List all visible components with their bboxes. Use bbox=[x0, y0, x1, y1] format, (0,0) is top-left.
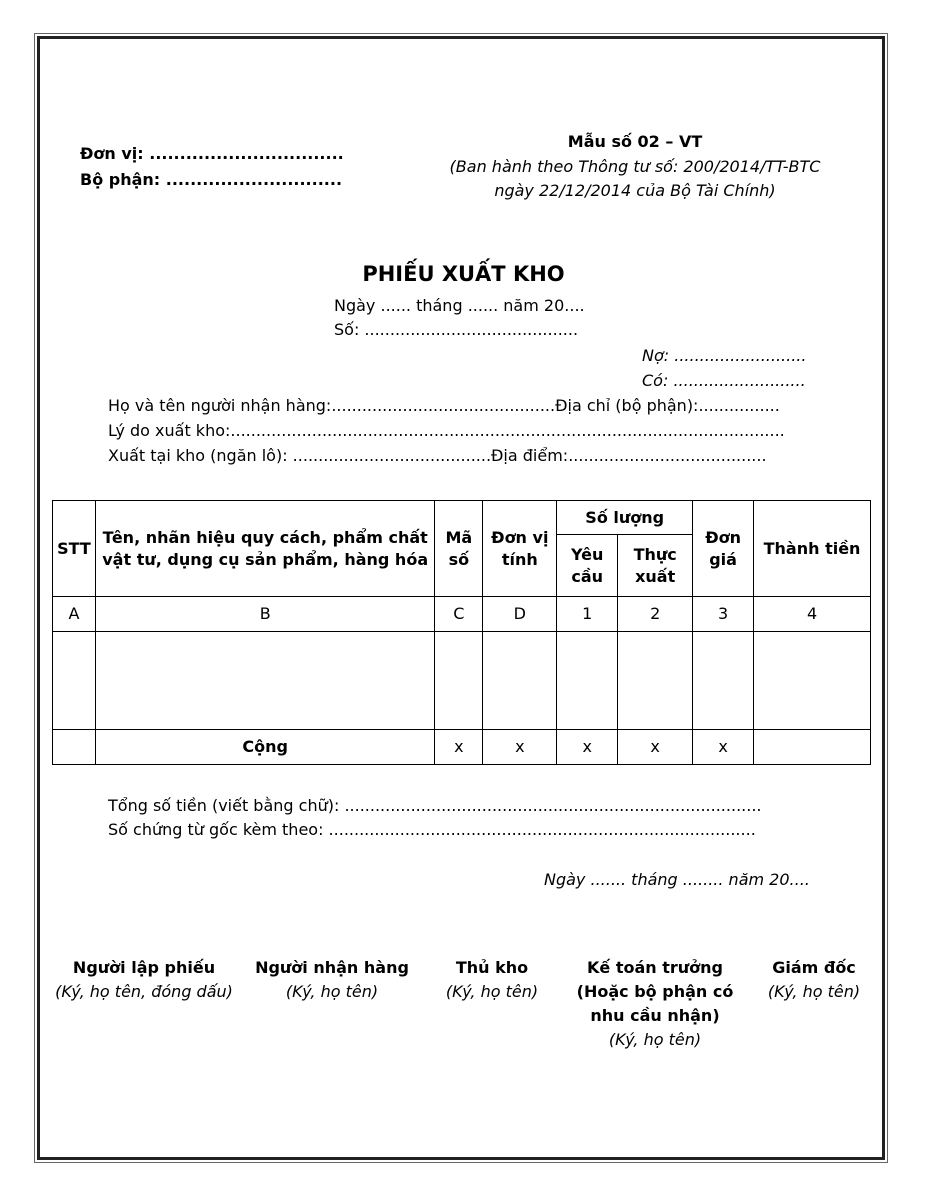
header-requested-line2: cầu bbox=[571, 566, 604, 586]
code-cell: D bbox=[483, 597, 557, 632]
signature-receiver-title: Người nhận hàng bbox=[255, 958, 409, 977]
header-requested-line1: Yêu bbox=[571, 544, 604, 564]
code-cell: 3 bbox=[693, 597, 754, 632]
empty-cell bbox=[754, 730, 871, 765]
total-mark: x bbox=[618, 730, 693, 765]
attached-documents: Số chứng từ gốc kèm theo: .................................................................................... bbox=[108, 820, 756, 839]
signature-storekeeper-title: Thủ kho bbox=[455, 958, 529, 977]
header-price-line2: giá bbox=[709, 549, 737, 569]
total-mark: x bbox=[557, 730, 618, 765]
items-table bbox=[52, 500, 871, 765]
document-date: Ngày ...... tháng ...... năm 20.... bbox=[334, 296, 585, 315]
signature-director-note: (Ký, họ tên) bbox=[767, 982, 861, 1001]
header-quantity: Số lượng bbox=[557, 501, 693, 535]
signature-accountant-note: (Ký, họ tên) bbox=[608, 1030, 702, 1049]
debit-account: Nợ: .......................... bbox=[642, 346, 807, 365]
signature-accountant-sub2: nhu cầu nhận) bbox=[590, 1006, 720, 1025]
receiver-field: Họ và tên người nhận hàng:............................................Địa chỉ (bộ phận):................ bbox=[108, 396, 780, 415]
header-actual-line1: Thực bbox=[633, 544, 677, 564]
header-unit-line2: tính bbox=[501, 549, 538, 569]
signature-director-title: Giám đốc bbox=[772, 958, 856, 977]
header-code-line1: Mã bbox=[445, 527, 473, 547]
code-cell: 2 bbox=[618, 597, 693, 632]
signature-director bbox=[756, 956, 872, 1004]
total-mark: x bbox=[435, 730, 483, 765]
empty-cell bbox=[693, 632, 754, 730]
code-cell: 1 bbox=[557, 597, 618, 632]
empty-cell bbox=[618, 632, 693, 730]
total-in-words: Tổng số tiền (viết bằng chữ): .................................................................................. bbox=[108, 796, 762, 815]
empty-cell bbox=[53, 730, 96, 765]
total-mark: x bbox=[483, 730, 557, 765]
reason-field: Lý do xuất kho:............................................................................................................. bbox=[108, 421, 785, 440]
header-item-name bbox=[95, 501, 434, 597]
empty-cell bbox=[483, 632, 557, 730]
column-code-row bbox=[53, 597, 871, 632]
document-title: PHIẾU XUẤT KHO bbox=[362, 262, 565, 286]
header-price bbox=[693, 501, 754, 597]
header-amount: Thành tiền bbox=[754, 501, 871, 597]
empty-cell bbox=[435, 632, 483, 730]
header-code-line2: số bbox=[448, 549, 470, 569]
header-price-line1: Đơn bbox=[705, 527, 741, 547]
signature-storekeeper-note: (Ký, họ tên) bbox=[445, 982, 539, 1001]
signature-receiver-note: (Ký, họ tên) bbox=[285, 982, 379, 1001]
department-line: Bộ phận: ............................. bbox=[80, 170, 343, 189]
header-requested bbox=[557, 535, 618, 597]
total-row bbox=[53, 730, 871, 765]
signature-receiver bbox=[244, 956, 420, 1004]
code-cell: A bbox=[53, 597, 96, 632]
header-item-name-line2: vật tư, dụng cụ sản phẩm, hàng hóa bbox=[102, 549, 429, 569]
footer-date: Ngày ....... tháng ........ năm 20.... bbox=[544, 870, 810, 889]
empty-item-row bbox=[53, 632, 871, 730]
form-number: Mẫu số 02 – VT bbox=[567, 132, 703, 151]
signature-preparer bbox=[44, 956, 244, 1004]
signature-preparer-note: (Ký, họ tên, đóng dấu) bbox=[55, 982, 233, 1001]
header-unit-line1: Đơn vị bbox=[491, 527, 549, 547]
signature-storekeeper bbox=[434, 956, 550, 1004]
issued-line-2: ngày 22/12/2014 của Bộ Tài Chính) bbox=[494, 181, 776, 200]
unit-line: Đơn vị: ................................ bbox=[80, 144, 344, 163]
code-cell: 4 bbox=[754, 597, 871, 632]
total-mark: x bbox=[693, 730, 754, 765]
header-item-name-line1: Tên, nhãn hiệu quy cách, phẩm chất bbox=[102, 527, 428, 547]
total-label: Cộng bbox=[95, 730, 434, 765]
warehouse-field: Xuất tại kho (ngăn lô): .......................................Địa điểm:....................................... bbox=[108, 446, 767, 465]
empty-cell bbox=[754, 632, 871, 730]
signature-accountant-title: Kế toán trưởng bbox=[587, 958, 723, 977]
header-stt: STT bbox=[53, 501, 96, 597]
issued-line-1: (Ban hành theo Thông tư số: 200/2014/TT-BTC bbox=[449, 157, 821, 176]
empty-cell bbox=[53, 632, 96, 730]
table-header-row bbox=[53, 501, 871, 535]
signature-accountant-sub1: (Hoặc bộ phận có bbox=[576, 982, 734, 1001]
empty-cell bbox=[95, 632, 434, 730]
credit-account: Có: .......................... bbox=[642, 371, 806, 390]
code-cell: C bbox=[435, 597, 483, 632]
header-actual bbox=[618, 535, 693, 597]
signature-accountant bbox=[565, 956, 745, 1052]
signature-preparer-title: Người lập phiếu bbox=[72, 958, 216, 977]
header-code bbox=[435, 501, 483, 597]
code-cell: B bbox=[95, 597, 434, 632]
document-number: Số: .......................................... bbox=[334, 320, 579, 339]
header-actual-line2: xuất bbox=[635, 566, 676, 586]
empty-cell bbox=[557, 632, 618, 730]
header-unit bbox=[483, 501, 557, 597]
